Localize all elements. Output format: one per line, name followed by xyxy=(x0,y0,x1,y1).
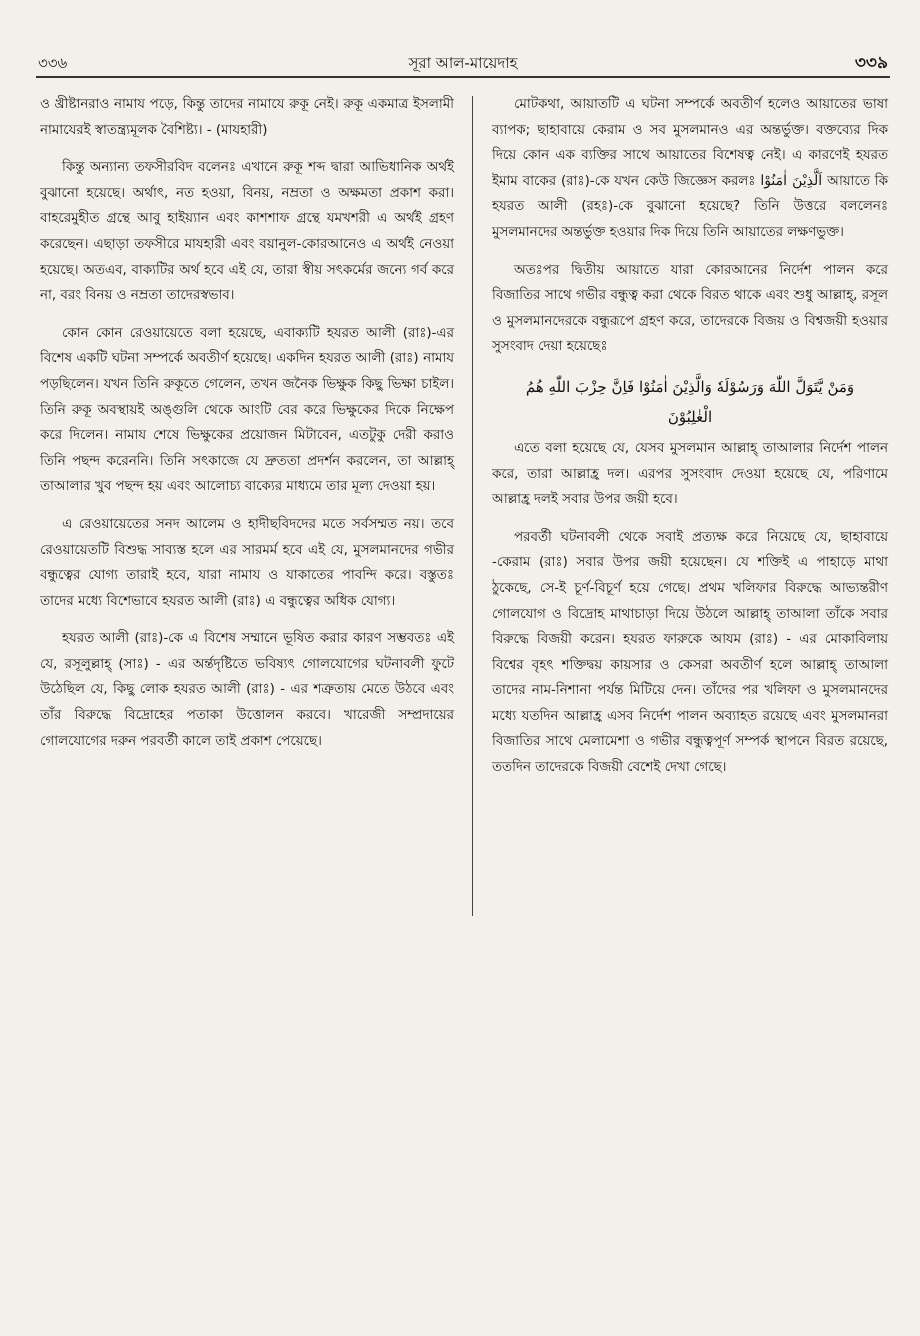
quran-verse-line-1: وَمَنْ يَّتَوَلَّ اللّٰهَ وَرَسُوْلَهٗ وَالَّذِيْنَ اٰمَنُوْا فَاِنَّ حِزْبَ اللّٰهِ هُمُ xyxy=(525,377,855,396)
quran-verse-line-2: الْغٰلِبُوْنَ xyxy=(667,407,713,426)
right-paragraph-4: পরবর্তী ঘটনাবলী থেকে সবাই প্রত্যক্ষ করে নিয়েছে যে, ছাহাবায়ে -কেরাম (রাঃ) সবার উপর জয়ী হয়েছেন। যে শক্তিই এ পাহাড়ে মাথা ঠুকেছে, সে-ই চূর্ণ-বিচূর্ণ হয়ে গেছে। প্রথম খলিফার বিরুদ্ধে আভ্যন্তরীণ গোলযোগ ও বিদ্রোহ মাথাচাড়া দিয়ে উঠলে আল্লাহ্ তাআলা তাঁকে সবার বিরুদ্ধে বিজয়ী করেন। হযরত ফারুকে আযম (রাঃ) - এর মোকাবিলায় বিশ্বের বৃহৎ শক্তিদ্বয় কায়সার ও কেসরা অবতীর্ণ হলে আল্লাহ্ তাআলা তাদের নাম-নিশানা পর্যন্ত মিটিয়ে দেন। তাঁদের পর খলিফা ও মুসলমানদের মধ্যে যতদিন আল্লাহ্র এসব নির্দেশ পালন অব্যাহত রয়েছে এবং মুসলমানরা বিজাতির সাথে মেলামেশা ও গভীর বন্ধুত্বপূর্ণ সম্পর্ক স্থাপনে বিরত রয়েছে, ততদিন তাদেরকে বিজয়ী বেশেই দেখা গেছে। xyxy=(492,529,888,776)
left-paragraph-3: কোন কোন রেওয়ায়েতে বলা হয়েছে, এবাক্যটি হযরত আলী (রাঃ)-এর বিশেষ একটি ঘটনা সম্পর্কে অবতীর্ণ হয়েছে। একদিন হযরত আলী (রাঃ) নামায পড়ছিলেন। যখন তিনি রুকূতে গেলেন, তখন জনৈক ভিক্ষুক কিছু ভিক্ষা চাইল। তিনি রুকূ অবস্থায়ই অঙ্গুলি থেকে আংটি বের করে ভিক্ষুকের দিকে নিক্ষেপ করে দিলেন। নামায শেষে ভিক্ষুকের প্রয়োজন মিটাবেন, এতটুকু দেরী করাও তিনি পছন্দ করেননি। তিনি সৎকাজে যে দ্রুততা প্রদর্শন করলেন, তা আল্লাহ্ তাআলার খুব পছন্দ হয় এবং আলোচ্য বাক্যের মাধ্যমে তার মূল্য দেওয়া হয়। xyxy=(40,325,454,495)
right-paragraph-3: এতে বলা হয়েছে যে, যেসব মুসলমান আল্লাহ্ তাআলার নির্দেশ পালন করে, তারা আল্লাহ্র দল। এরপর সুসংবাদ দেওয়া হয়েছে যে, পরিণামে আল্লাহ্র দলই সবার উপর জয়ী হবে। xyxy=(492,440,888,508)
inline-arabic-phrase: اَلَّذِيْنَ اٰمَنُوْا xyxy=(760,172,823,189)
quran-verse xyxy=(492,372,888,432)
page-number-right: ৩৩৯ xyxy=(854,53,888,73)
right-paragraph-1 xyxy=(492,92,888,246)
left-paragraph-2: কিন্তু অন্যান্য তফসীরবিদ বলেনঃ এখানে রুকূ শব্দ দ্বারা আভিধানিক অর্থই বুঝানো হয়েছে। অর্থাৎ, নত হওয়া, বিনয়, নম্রতা ও অক্ষমতা প্রকাশ করা। বাহরেমুহীত গ্রন্থে আবু হাইয়্যান এবং কাশশাফ গ্রন্থে যমখশরী এ অর্থই গ্রহণ করেছেন। এছাড়া তফসীরে মাযহারী এবং বয়ানুল-কোরআনেও এ অর্থই নেওয়া হয়েছে। অতএব, বাক্যটির অর্থ হবে এই যে, তারা স্বীয় সৎকর্মের জন্যে গর্ব করে না, বরং বিনয় ও নম্রতা তাদেরস্বভাব। xyxy=(40,160,454,304)
right-paragraph-2: অতঃপর দ্বিতীয় আয়াতে যারা কোরআনের নির্দেশ পালন করে বিজাতির সাথে গভীর বন্ধুত্ব করা থেকে বিরত থাকে এবং শুধু আল্লাহ্, রসূল ও মুসলমানদেরকে বন্ধুরূপে গ্রহণ করে, তাদেরকে বিজয় ও বিশ্বজয়ী হওয়ার সুসংবাদ দেয়া হয়েছেঃ xyxy=(492,262,888,355)
left-paragraph-5: হযরত আলী (রাঃ)-কে এ বিশেষ সম্মানে ভূষিত করার কারণ সম্ভবতঃ এই যে, রসূলুল্লাহ্ (সাঃ) - এর অর্ন্তদৃষ্টিতে ভবিষ্যৎ গোলযোগের ঘটনাবলী ফুটে উঠেছিল যে, কিছু লোক হযরত আলী (রাঃ) - এর শত্রুতায় মেতে উঠবে এবং তাঁর বিরুদ্ধে বিদ্রোহের পতাকা উত্তোলন করবে। খারেজী সম্প্রদায়ের গোলযোগের দরুন পরবর্তী কালে তাই প্রকাশ পেয়েছে। xyxy=(40,631,454,749)
page-header xyxy=(36,40,890,80)
left-column xyxy=(40,92,454,766)
column-divider xyxy=(472,96,473,916)
left-paragraph-1: ও খ্রীষ্টানরাও নামায পড়ে, কিন্তু তাদের নামাযে রুকূ নেই। রুকূ একমাত্র ইসলামী নামাযেরই স্বাতন্ত্র্যমূলক বৈশিষ্ট্য। - (মাযহারী) xyxy=(40,97,454,138)
right-paragraph-1-end: আয়াতে কি হযরত আলী (রহঃ)-কে বুঝানো হয়েছে? তিনি উত্তরে বললেনঃ মুসলমানদের অন্তর্ভুক্ত হওয়ার দিক দিয়ে তিনি আয়াতের লক্ষণভুক্ত। xyxy=(492,173,889,240)
left-paragraph-4: এ রেওয়ায়েতের সনদ আলেম ও হাদীছবিদদের মতে সর্বসম্মত নয়। তবে রেওয়ায়েতটি বিশুদ্ধ সাব্যস্ত হলে এর সারমর্ম হবে এই যে, মুসলমানদের গভীর বন্ধুত্বের যোগ্য তারাই হবে, যারা নামায ও যাকাতের পাবন্দি করে। বস্তুতঃ তাদের মধ্যে বিশেভাবে হযরত আলী (রাঃ) এ বন্ধুত্বের অধিক যোগ্য। xyxy=(40,516,454,609)
surah-title: সূরা আল-মায়েদাহ xyxy=(408,54,518,72)
page-number-left: ৩৩৬ xyxy=(38,54,68,72)
right-column xyxy=(492,92,888,793)
header-rule xyxy=(36,76,890,78)
right-paragraph-1-start: মোটকথা, আয়াতটি এ ঘটনা সম্পর্কে অবতীর্ণ হলেও আয়াতের ভাষা ব্যাপক; ছাহাবায়ে কেরাম ও সব মুসলমানও এর অন্তর্ভুক্ত। বক্তব্যের দিক দিয়ে কোন এক ব্যক্তির সাথে আয়াতের বিশেষত্ব নেই। এ কারণেই হযরত ইমাম বাকের (রাঃ)-কে যখন কেউ জিজ্ঞেস করলঃ xyxy=(492,97,888,189)
